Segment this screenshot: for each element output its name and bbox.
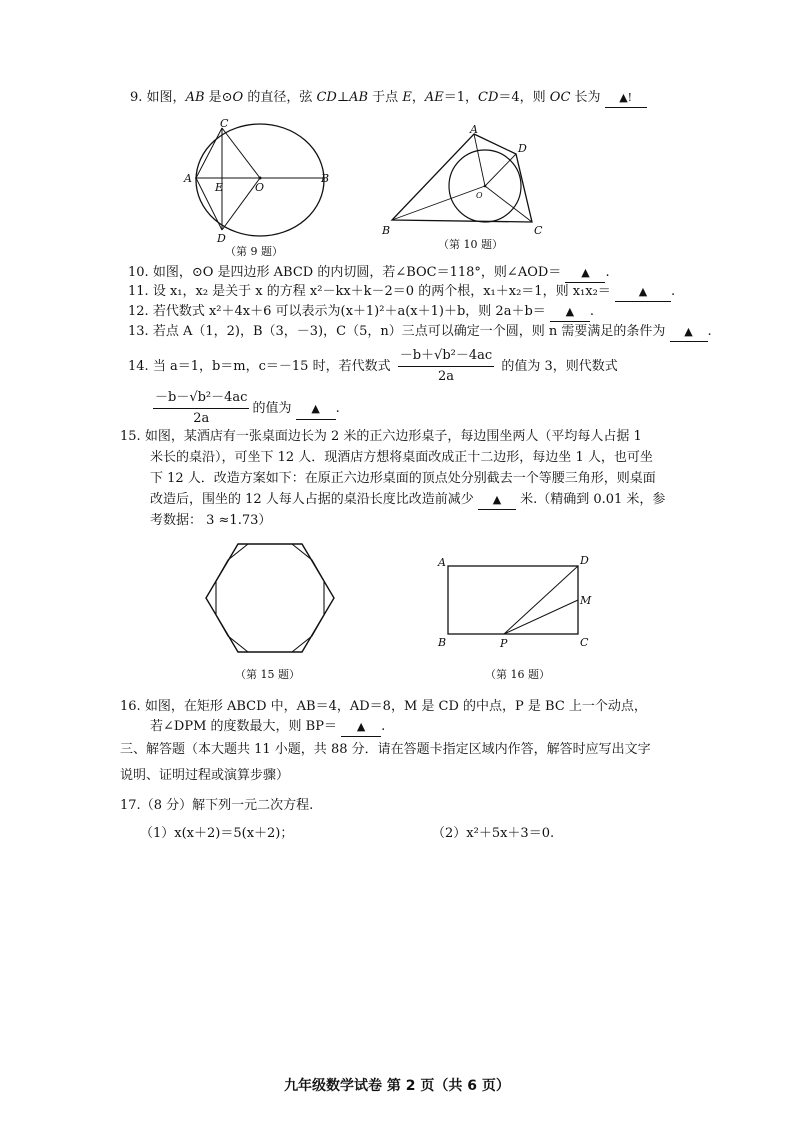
label-e: E: [215, 181, 224, 194]
label-b: B: [438, 636, 447, 649]
q16-number: 16.: [120, 699, 141, 714]
q12-number: 12.: [128, 304, 149, 319]
answer-blank: ▲: [565, 264, 605, 283]
question-15-line-2: 米长的桌沿），可坐下 12 人．现酒店方想将桌面改成正十二边形，每边坐 1 人，也可坐: [150, 450, 653, 465]
answer-blank: ▲: [615, 283, 671, 302]
label-b: B: [382, 224, 391, 236]
dodecagon-table: [216, 544, 324, 652]
q10-number: 10.: [128, 265, 149, 280]
question-17-part-2: （2）x²＋5x＋3＝0.: [432, 826, 555, 841]
figure-10-caption: （第 10 题）: [438, 238, 503, 251]
figure-16-caption: （第 16 题）: [485, 668, 550, 681]
answer-blank: ▲: [670, 323, 708, 342]
q17-number: 17.: [120, 798, 141, 813]
page-footer: 九年级数学试卷 第 2 页（共 6 页）: [284, 1078, 510, 1094]
answer-blank: ▲: [341, 718, 381, 737]
hexagon-table: [206, 544, 334, 652]
answer-blank: ▲: [550, 303, 590, 322]
fraction-plus: $\frac{\text{－b＋√b²－4ac}}{2a}$: [399, 348, 493, 384]
q14-number: 14.: [128, 359, 149, 374]
segment-ob: [392, 186, 485, 220]
question-14-line-1: 14. 当 a＝1，b＝m，c＝－15 时，若代数式 $\frac{\text{－b＋√b²－4ac}}{2a}$ 的值为 3，则代数式: [128, 346, 618, 387]
question-17-part-1: （1）x(x＋2)＝5(x＋2)；: [140, 826, 294, 841]
quadrilateral-abcd: [392, 134, 532, 222]
answer-blank: ▲!: [605, 89, 647, 108]
figure-16-diagram: [430, 550, 600, 655]
label-a: A: [184, 172, 192, 185]
label-d: D: [217, 232, 226, 243]
label-c: C: [534, 224, 543, 236]
label-c: C: [220, 118, 229, 130]
segment-oa: [474, 134, 485, 186]
question-15-line-5: 考数据： 3 ≈1.73）: [150, 513, 272, 528]
label-m: M: [580, 594, 592, 607]
label-a: A: [470, 124, 478, 136]
fraction-minus: $\frac{\text{－b－√b²－4ac}}{2a}$: [155, 390, 248, 426]
q11-number: 11.: [128, 284, 149, 299]
question-16-line-2: 若∠DPM 的度数最大，则 BP＝ ▲ .: [150, 718, 385, 737]
point-o: [484, 185, 487, 188]
section-heading-line-1: 三、解答题（本大题共 11 小题，共 88 分．请在答题卡指定区域内作答，解答时应写出文字: [120, 742, 651, 757]
label-o: O: [255, 181, 265, 194]
question-15-line-4: 改造后，围坐的 12 人每人占据的桌沿长度比改造前减少 ▲ 米.（精确到 0.01 米，参: [150, 491, 665, 510]
question-16-line-1: 16. 如图，在矩形 ABCD 中，AB＝4，AD＝8，M 是 CD 的中点，P 是 BC 上一个动点，: [120, 699, 647, 714]
label-b: B: [321, 172, 330, 185]
question-14-line-2: $\frac{\text{－b－√b²－4ac}}{2a}$ 的值为 ▲ .: [150, 388, 340, 429]
segment-od: [485, 154, 516, 186]
label-p: P: [500, 637, 508, 650]
point-o: [259, 177, 262, 180]
segment-pd: [504, 566, 578, 634]
question-13: 13. 若点 A（1，2)，B（3，－3)，C（5，n）三点可以确定一个圆，则 n 需要满足的条件为 ▲ .: [128, 323, 712, 342]
figure-10-diagram: [378, 124, 550, 236]
figure-9-caption: （第 9 题）: [225, 245, 283, 258]
label-d: D: [518, 142, 527, 155]
segment-pm: [504, 600, 578, 634]
section-heading-line-2: 说明、证明过程或演算步骤）: [120, 768, 290, 783]
q9-number: 9.: [130, 90, 143, 105]
question-15-line-3: 下 12 人．改造方案如下：在原正六边形桌面的顶点处分别截去一个等腰三角形，则桌面: [150, 471, 656, 486]
label-o: O: [476, 191, 483, 200]
question-15-line-1: 15. 如图，某酒店有一张桌面边长为 2 米的正六边形桌子，每边围坐两人（平均每人占据 1: [120, 429, 642, 444]
question-10: 10. 如图，⊙O 是四边形 ABCD 的内切圆，若∠BOC＝118°，则∠AOD＝ ▲ .: [128, 264, 610, 283]
label-a: A: [438, 556, 446, 569]
segment-co: [222, 128, 260, 178]
segment-ca: [196, 128, 222, 178]
figure-15-diagram: [200, 538, 340, 662]
rectangle-abcd: [448, 566, 578, 634]
question-11: 11. 设 x₁，x₂ 是关于 x 的方程 x²－kx＋k－2＝0 的两个根，x₁＋x₂＝1，则 x₁x₂＝ ▲ .: [128, 283, 675, 302]
q13-number: 13.: [128, 324, 149, 339]
label-d: D: [580, 554, 589, 567]
question-9: 9. 如图，AB 是⊙O 的直径，弦 CD⊥AB 于点 E，AE＝1，CD＝4，则 OC 长为 ▲!: [130, 89, 647, 108]
answer-blank: ▲: [478, 491, 516, 510]
question-17: 17.（8 分）解下列一元二次方程.: [120, 798, 314, 813]
question-12: 12. 若代数式 x²＋4x＋6 可以表示为(x＋1)²＋a(x＋1)＋b，则 2a＋b＝ ▲ .: [128, 303, 594, 322]
answer-blank: ▲: [296, 399, 336, 420]
figure-15-caption: （第 15 题）: [235, 668, 300, 681]
q15-number: 15.: [120, 429, 141, 444]
figure-9-diagram: [180, 118, 340, 243]
label-c: C: [580, 636, 589, 649]
